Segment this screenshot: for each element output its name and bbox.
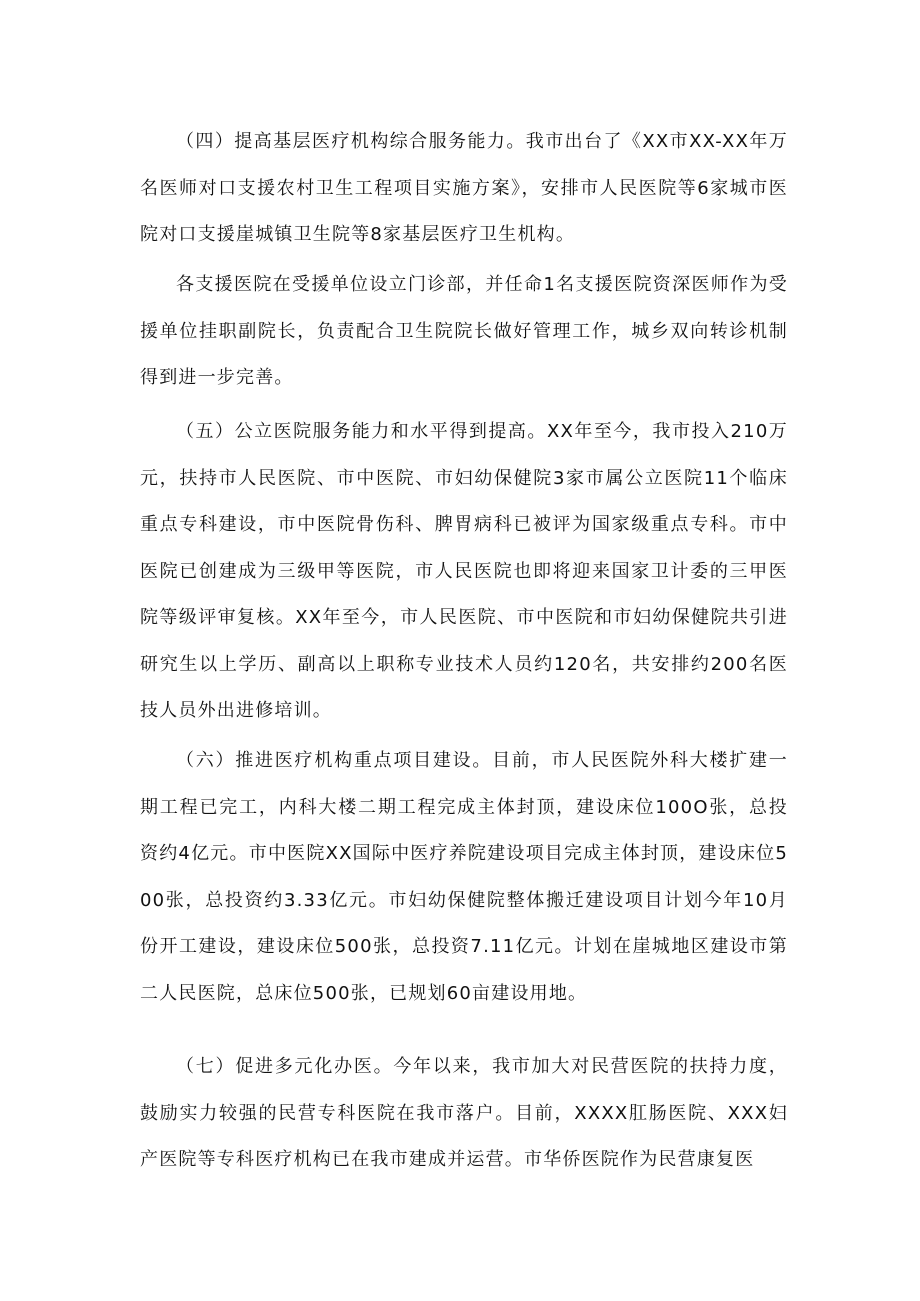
- paragraph-key-construction-projects: （六）推进医疗机构重点项目建设。目前，市人民医院外科大楼扩建一期工程已完工，内科大楼二期工程完成主体封顶，建设床位100O张，总投资约4亿元。市中医院XX国际中医疗养院建设项目完成主体封顶，建设床位500张，总投资约3.33亿元。市妇幼保健院整体搬迁建设项目计划今年10月份开工建设，建设床位500张，总投资7.11亿元。计划在崖城地区建设市第二人民医院，总床位500张，已规划60亩建设用地。: [140, 750, 788, 1004]
- paragraph-outpatient-support: 各支援医院在受援单位设立门诊部，并任命1名支援医院资深医师作为受援单位挂职副院长，负责配合卫生院院长做好管理工作，城乡双向转诊机制得到进一步完善。: [140, 274, 788, 388]
- paragraph-primary-care-capacity: （四）提高基层医疗机构综合服务能力。我市出台了《XX市XX-XX年万名医师对口支援农村卫生工程项目实施方案》，安排市人民医院等6家城市医院对口支援崖城镇卫生院等8家基层医疗卫生机构。: [140, 131, 788, 245]
- paragraph-diversified-medical-services: （七）促进多元化办医。今年以来，我市加大对民营医院的扶持力度，鼓励实力较强的民营专科医院在我市落户。目前，XXXX肛肠医院、XXX妇产医院等专科医疗机构已在我市建成并运营。市华侨医院作为民营康复医: [140, 1056, 788, 1170]
- paragraph-public-hospital-capacity: （五）公立医院服务能力和水平得到提高。XX年至今，我市投入210万元，扶持市人民医院、市中医院、市妇幼保健院3家市属公立医院11个临床重点专科建设，市中医院骨伤科、脾胃病科已被评为国家级重点专科。市中医院已创建成为三级甲等医院，市人民医院也即将迎来国家卫计委的三甲医院等级评审复核。XX年至今，市人民医院、市中医院和市妇幼保健院共引进研究生以上学历、副高以上职称专业技术人员约120名，共安排约200名医技人员外出进修培训。: [140, 421, 788, 721]
